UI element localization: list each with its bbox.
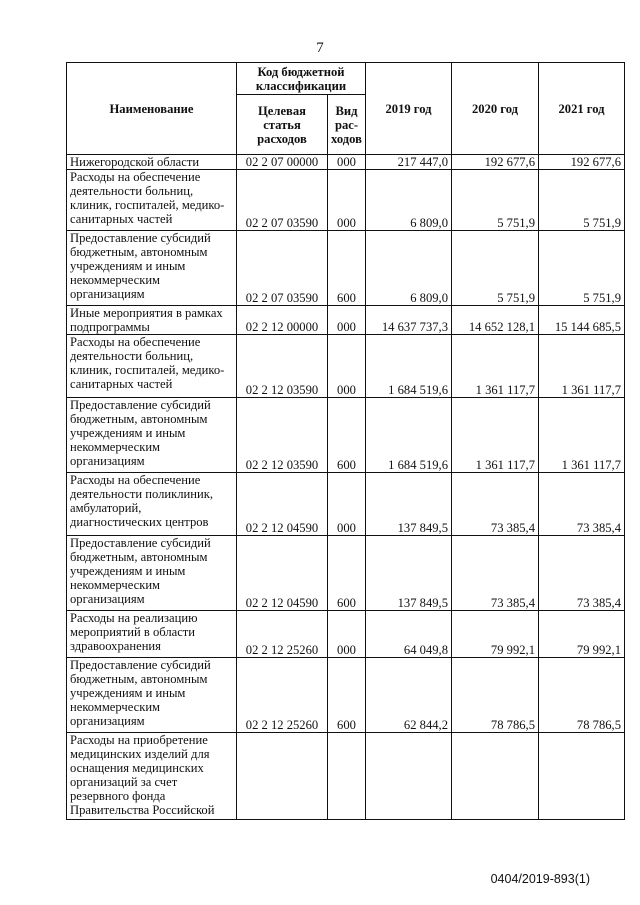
row-2019: 137 849,5 — [366, 473, 452, 536]
row-2021: 5 751,9 — [539, 231, 625, 306]
row-2020: 14 652 128,1 — [452, 306, 539, 335]
header-2021: 2021 год — [539, 63, 625, 155]
table-row — [67, 306, 625, 335]
row-name: Расходы на обеспечение деятельности поликлиник, амбулаторий, диагностических центров — [67, 473, 237, 536]
row-2019: 6 809,0 — [366, 170, 452, 231]
row-type: 000 — [328, 170, 366, 231]
row-2021: 1 361 117,7 — [539, 398, 625, 473]
row-type: 600 — [328, 536, 366, 611]
row-2021: 79 992,1 — [539, 611, 625, 658]
row-2019: 62 844,2 — [366, 658, 452, 733]
row-2021: 15 144 685,5 — [539, 306, 625, 335]
row-2019 — [366, 733, 452, 820]
row-2020: 73 385,4 — [452, 473, 539, 536]
row-2021: 1 361 117,7 — [539, 335, 625, 398]
row-name: Предоставление субсидий бюджетным, автономным учреждениям и иным некоммерческим организациям — [67, 231, 237, 306]
table-row — [67, 658, 625, 733]
table-row — [67, 155, 625, 170]
row-name: Иные мероприятия в рамках подпрограммы — [67, 306, 237, 335]
header-name: Наименование — [67, 63, 237, 155]
row-2019: 64 049,8 — [366, 611, 452, 658]
row-name: Расходы на обеспечение деятельности больниц, клиник, госпиталей, медико-санитарных частей — [67, 335, 237, 398]
row-2020: 5 751,9 — [452, 231, 539, 306]
row-type — [328, 733, 366, 820]
row-code: 02 2 12 03590 — [237, 398, 328, 473]
row-2019: 1 684 519,6 — [366, 398, 452, 473]
row-code: 02 2 12 03590 — [237, 335, 328, 398]
row-name: Предоставление субсидий бюджетным, автономным учреждениям и иным некоммерческим организациям — [67, 658, 237, 733]
row-code: 02 2 12 25260 — [237, 658, 328, 733]
budget-table — [66, 62, 625, 820]
row-2020 — [452, 733, 539, 820]
row-2020: 5 751,9 — [452, 170, 539, 231]
table-row — [67, 536, 625, 611]
row-2021: 192 677,6 — [539, 155, 625, 170]
header-target: Целевая статья расходов — [237, 95, 328, 155]
header-type: Вид рас-ходов — [328, 95, 366, 155]
row-code: 02 2 12 25260 — [237, 611, 328, 658]
row-name: Расходы на обеспечение деятельности больниц, клиник, госпиталей, медико-санитарных частей — [67, 170, 237, 231]
row-2020: 192 677,6 — [452, 155, 539, 170]
row-2020: 73 385,4 — [452, 536, 539, 611]
document-code: 0404/2019-893(1) — [490, 872, 590, 886]
row-2021: 78 786,5 — [539, 658, 625, 733]
header-2019: 2019 год — [366, 63, 452, 155]
row-2020: 1 361 117,7 — [452, 398, 539, 473]
header-2020: 2020 год — [452, 63, 539, 155]
row-type: 000 — [328, 335, 366, 398]
table-row — [67, 398, 625, 473]
row-code: 02 2 07 03590 — [237, 170, 328, 231]
header-code-group: Код бюджетной классификации — [237, 63, 366, 95]
row-code: 02 2 12 04590 — [237, 536, 328, 611]
row-2020: 78 786,5 — [452, 658, 539, 733]
row-2019: 6 809,0 — [366, 231, 452, 306]
row-code: 02 2 07 03590 — [237, 231, 328, 306]
row-2019: 217 447,0 — [366, 155, 452, 170]
table-row — [67, 733, 625, 820]
row-code — [237, 733, 328, 820]
row-2019: 137 849,5 — [366, 536, 452, 611]
table-row — [67, 611, 625, 658]
row-name: Предоставление субсидий бюджетным, автономным учреждениям и иным некоммерческим организациям — [67, 398, 237, 473]
row-2021 — [539, 733, 625, 820]
row-type: 000 — [328, 306, 366, 335]
row-2019: 14 637 737,3 — [366, 306, 452, 335]
row-2019: 1 684 519,6 — [366, 335, 452, 398]
table-row — [67, 335, 625, 398]
row-2021: 73 385,4 — [539, 473, 625, 536]
row-code: 02 2 12 00000 — [237, 306, 328, 335]
row-name: Расходы на приобретение медицинских изделий для оснащения медицинских организаций за счет резервного фонда Правительства Российской — [67, 733, 237, 820]
row-2021: 5 751,9 — [539, 170, 625, 231]
row-2020: 1 361 117,7 — [452, 335, 539, 398]
table-row — [67, 231, 625, 306]
row-2020: 79 992,1 — [452, 611, 539, 658]
table-row — [67, 473, 625, 536]
row-type: 600 — [328, 398, 366, 473]
row-type: 600 — [328, 231, 366, 306]
row-type: 000 — [328, 155, 366, 170]
row-code: 02 2 07 00000 — [237, 155, 328, 170]
row-type: 000 — [328, 473, 366, 536]
table-row — [67, 170, 625, 231]
row-name: Нижегородской области — [67, 155, 237, 170]
row-type: 600 — [328, 658, 366, 733]
row-code: 02 2 12 04590 — [237, 473, 328, 536]
row-name: Расходы на реализацию мероприятий в области здравоохранения — [67, 611, 237, 658]
row-name: Предоставление субсидий бюджетным, автономным учреждениям и иным некоммерческим организациям — [67, 536, 237, 611]
row-2021: 73 385,4 — [539, 536, 625, 611]
row-type: 000 — [328, 611, 366, 658]
page-number: 7 — [316, 40, 324, 56]
